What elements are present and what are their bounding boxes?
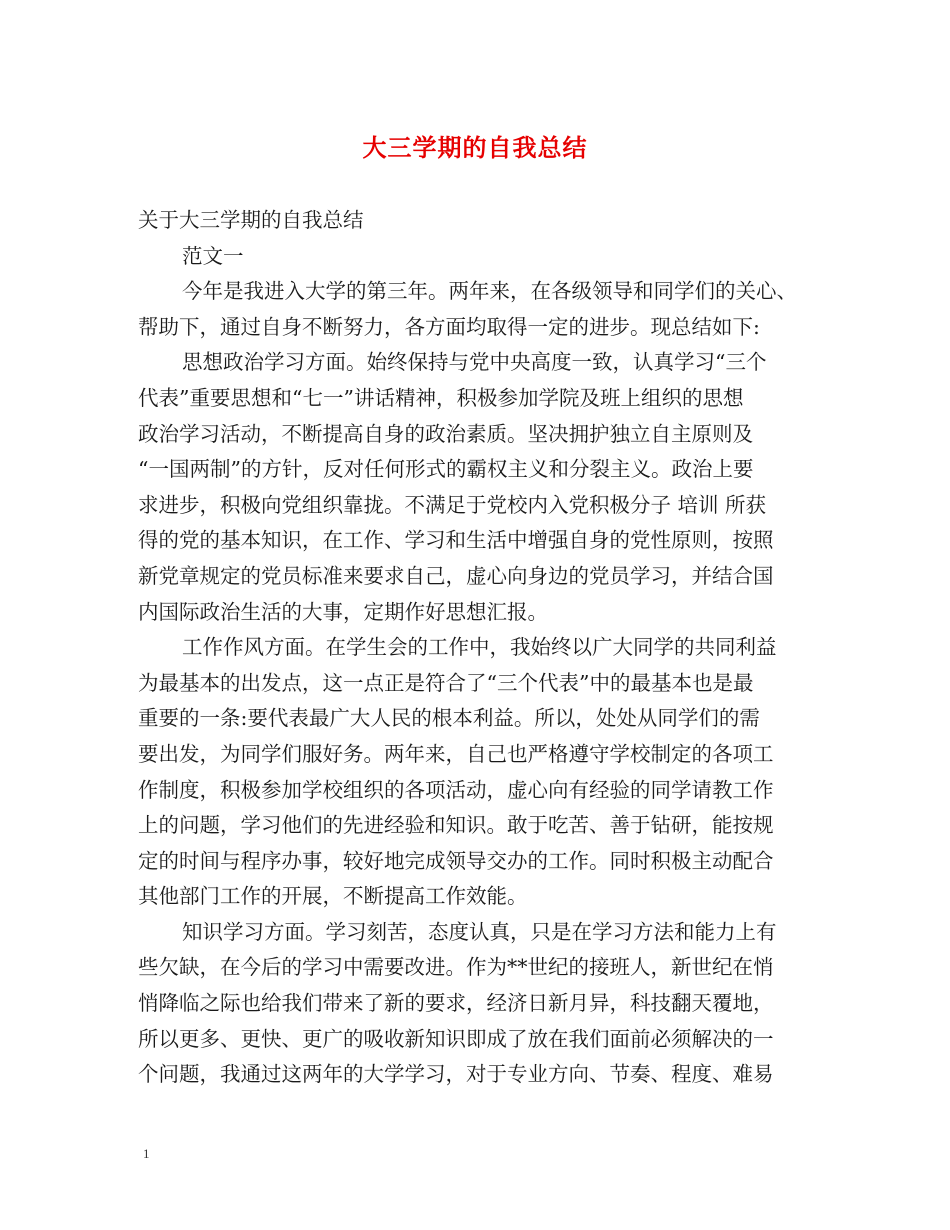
paragraph-line: 知识学习方面。学习刻苦，态度认真，只是在学习方法和能力上有: [182, 919, 777, 944]
paragraph-line: 今年是我进入大学的第三年。两年来，在各级领导和同学们的关心、: [182, 279, 797, 304]
paragraph-line: 上的问题，学习他们的先进经验和知识。敢于吃苦、善于钻研，能按规: [138, 813, 774, 838]
paragraph-line: 作制度，积极参加学校组织的各项活动，虚心向有经验的同学请教工作: [138, 777, 774, 802]
paragraph-line: 悄降临之际也给我们带来了新的要求，经济日新月异，科技翻天覆地，: [138, 991, 774, 1016]
paragraph-line: 得的党的基本知识，在工作、学习和生活中增强自身的党性原则，按照: [138, 528, 774, 553]
paragraph-line: 新党章规定的党员标准来要求自己，虚心向身边的党员学习，并结合国: [138, 563, 774, 588]
paragraph-line: 些欠缺，在今后的学习中需要改进。作为**世纪的接班人，新世纪在悄: [138, 955, 774, 980]
document-body: [138, 203, 818, 1093]
document-title: 大三学期的自我总结: [362, 134, 588, 162]
paragraph-line: 为最基本的出发点，这一点正是符合了“三个代表”中的最基本也是最: [138, 670, 754, 695]
paragraph-line: 工作作风方面。在学生会的工作中，我始终以广大同学的共同利益: [182, 635, 777, 660]
paragraph-line: 重要的一条:要代表最广大人民的根本利益。所以，处处从同学们的需: [138, 706, 760, 731]
paragraph-line: 内国际政治生活的大事，定期作好思想汇报。: [138, 599, 548, 624]
section-label: 范文一: [182, 243, 244, 268]
paragraph-line: 政治学习活动，不断提高自身的政治素质。坚决拥护独立自主原则及: [138, 421, 753, 446]
paragraph-line: 帮助下，通过自身不断努力，各方面均取得一定的进步。现总结如下:: [138, 314, 760, 339]
paragraph-line: 个问题，我通过这两年的大学学习，对于专业方向、节奏、程度、难易: [138, 1062, 774, 1087]
paragraph-line: “一国两制”的方针，反对任何形式的霸权主义和分裂主义。政治上要: [138, 457, 754, 482]
page-number: 1: [143, 1146, 150, 1161]
paragraph-line: 其他部门工作的开展，不断提高工作效能。: [138, 884, 528, 909]
subtitle-line: 关于大三学期的自我总结: [138, 208, 364, 232]
paragraph-line: 求进步，积极向党组织靠拢。不满足于党校内入党积极分子 培训 所获: [138, 492, 767, 517]
paragraph-line: 要出发，为同学们服好务。两年来，自己也严格遵守学校制定的各项工: [138, 741, 774, 766]
paragraph-line: 所以更多、更快、更广的吸收新知识即成了放在我们面前必须解决的一: [138, 1026, 774, 1051]
paragraph-line: 思想政治学习方面。始终保持与党中央高度一致，认真学习“三个: [182, 350, 767, 375]
paragraph-line: 定的时间与程序办事，较好地完成领导交办的工作。同时积极主动配合: [138, 848, 774, 873]
paragraph-line: 代表”重要思想和“七一”讲话精神，积极参加学院及班上组织的思想: [138, 385, 744, 410]
